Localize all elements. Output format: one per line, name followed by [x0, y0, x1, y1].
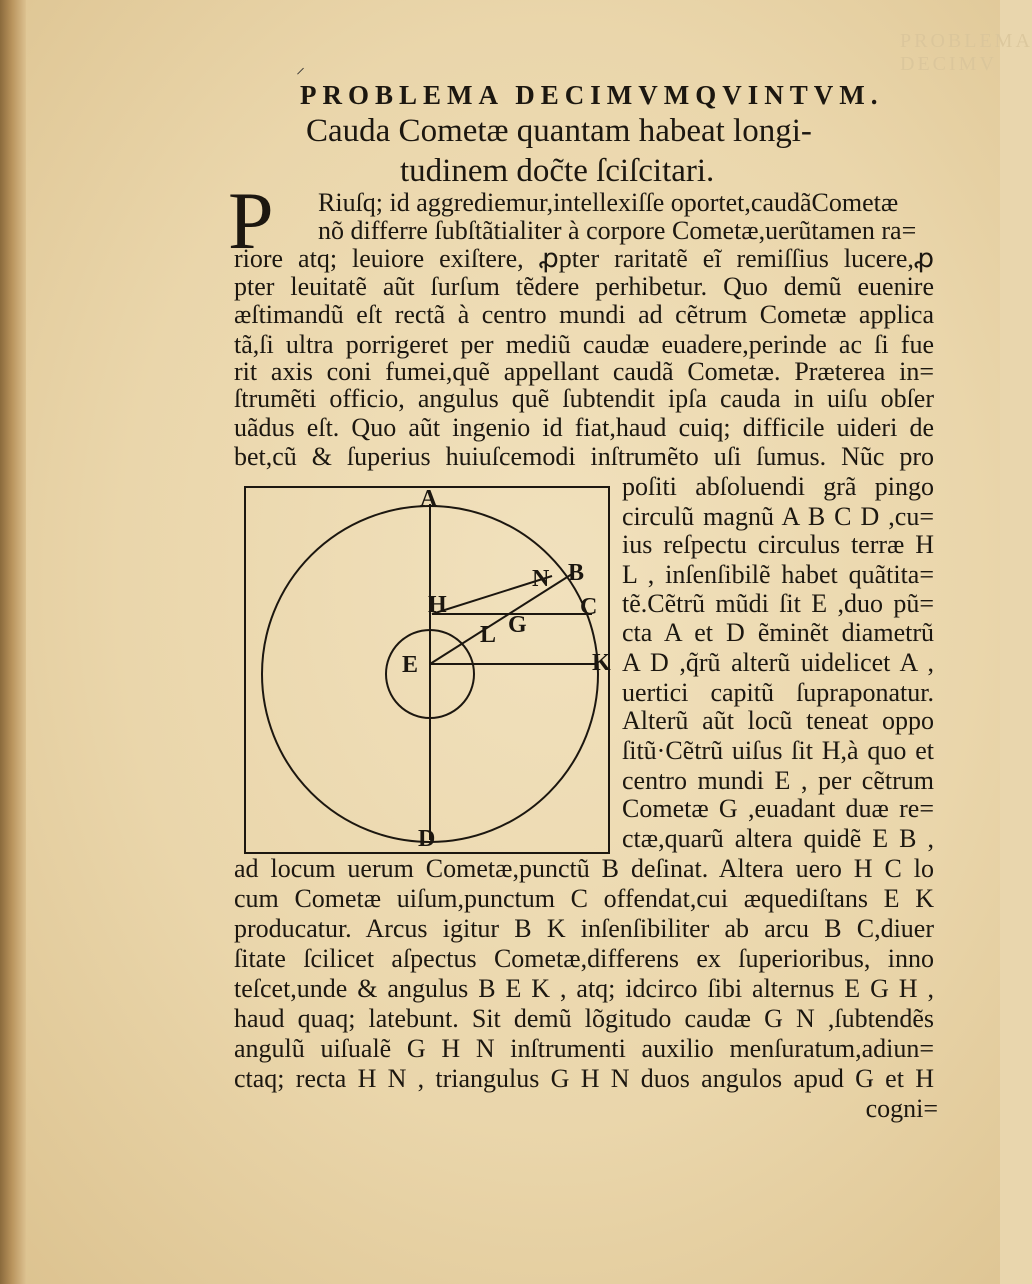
geometric-figure: [242, 484, 612, 856]
text-line: Alterũ aũt locũ teneat oppo: [622, 706, 934, 735]
text-line: bet,cũ & ſuperius huiuſcemodi inſtrumẽto uſi ſumus. Nũc pro: [234, 442, 934, 471]
text-line: circulũ magnũ A B C D ,cu=: [622, 502, 934, 531]
text-line: cum Cometæ uiſum,punctum C offendat,cui æquediſtans E K: [234, 884, 934, 913]
drop-capital: P: [228, 175, 274, 266]
label-e: E: [402, 652, 419, 678]
label-d: D: [418, 826, 436, 852]
ink-mark: ⸝: [296, 57, 305, 77]
text-line: ad locum uerum Cometæ,punctũ B deſinat. Altera uero H C lo: [234, 854, 934, 883]
label-h: H: [428, 592, 447, 618]
text-line: ſitũ·Cẽtrũ uiſus ſit H,à quo et: [622, 736, 934, 765]
label-n: N: [532, 566, 550, 592]
label-c: C: [580, 594, 598, 620]
label-b: B: [568, 560, 585, 586]
text-line: æſtimandũ eſt rectã à centro mundi ad cẽtrum Cometæ applica: [234, 300, 934, 329]
label-a: A: [420, 486, 438, 512]
text-line: centro mundi E , per cẽtrum: [622, 766, 934, 795]
title-line-1: Cauda Cometæ quantam habeat longi-: [306, 113, 812, 149]
label-g: G: [508, 612, 527, 638]
show-through-text: PROBLEMA DECIMV: [900, 30, 1032, 75]
text-line: uãdus eſt. Quo aũt ingenio id fiat,haud cuiq; difficile uideri de: [234, 413, 934, 442]
text-line: riore atq; leuiore exiſtere, ꝓpter raritatẽ eĩ remiſſius lucere,ꝓ: [234, 244, 934, 273]
text-line: poſiti abſoluendi grã pingo: [622, 472, 934, 501]
text-line: ctæ,quarũ altera quidẽ E B ,: [622, 824, 934, 853]
text-line: uertici capitũ ſupraponatur.: [622, 678, 934, 707]
line-eb: [430, 574, 572, 664]
text-line: A D ,q̃rũ alterũ uidelicet A ,: [622, 648, 934, 677]
comet-tail-diagram: [242, 484, 612, 856]
text-line: L , inſenſibilẽ habet quãtita=: [622, 560, 934, 589]
catchword: cogni=: [865, 1094, 938, 1123]
figure-frame: [245, 487, 609, 853]
label-l: L: [480, 622, 497, 648]
title-line-2: tudinem doc̃te ſciſcitari.: [400, 153, 715, 189]
text-line: cta A et D ẽminẽt diametrũ: [622, 618, 934, 647]
text-line: tã,ſi ultra porrigeret per mediũ caudæ euadere,perinde ac ſi fue: [234, 330, 934, 359]
text-line: Riuſq; id aggrediemur,intellexiſſe oportet,caudãCometæ: [318, 188, 899, 217]
text-line: ctaq; recta H N , triangulus G H N duos angulos apud G et H: [234, 1064, 934, 1093]
text-line: ſitate ſcilicet aſpectus Cometæ,differens ex ſuperioribus, inno: [234, 944, 934, 973]
text-line: angulũ uiſualẽ G H N inſtrumenti auxilio menſuratum,adiun=: [234, 1034, 934, 1063]
text-line: producatur. Arcus igitur B K inſenſibiliter ab arcu B C,diuer: [234, 914, 934, 943]
text-line: ius reſpectu circulus terræ H: [622, 530, 934, 559]
label-k: K: [592, 650, 611, 676]
book-gutter: [0, 0, 26, 1284]
text-line: rit axis coni fumei,quẽ appellant caudã Cometæ. Præterea in=: [234, 357, 934, 386]
text-line: nõ differre ſubſtãtialiter à corpore Cometæ,uerũtamen ra=: [318, 216, 917, 245]
text-line: pter leuitatẽ aũt ſurſum tẽdere perhibetur. Quo demũ euenire: [234, 272, 934, 301]
problem-title: [306, 111, 926, 191]
text-line: ſtrumẽti officio, angulus quẽ ſubtendit ipſa cauda in uiſu obſer: [234, 384, 934, 413]
text-line: tẽ.Cẽtrũ mũdi ſit E ,duo pũ=: [622, 589, 934, 618]
text-line: teſcet,unde & angulus B E K , atq; idcirco ſibi alternus E G H ,: [234, 974, 934, 1003]
running-head: PROBLEMA DECIMVMQVINTVM.: [300, 80, 884, 110]
text-line: haud quaq; latebunt. Sit demũ lõgitudo caudæ G N ,ſubtendẽs: [234, 1004, 934, 1033]
text-line: Cometæ G ,euadant duæ re=: [622, 794, 934, 823]
